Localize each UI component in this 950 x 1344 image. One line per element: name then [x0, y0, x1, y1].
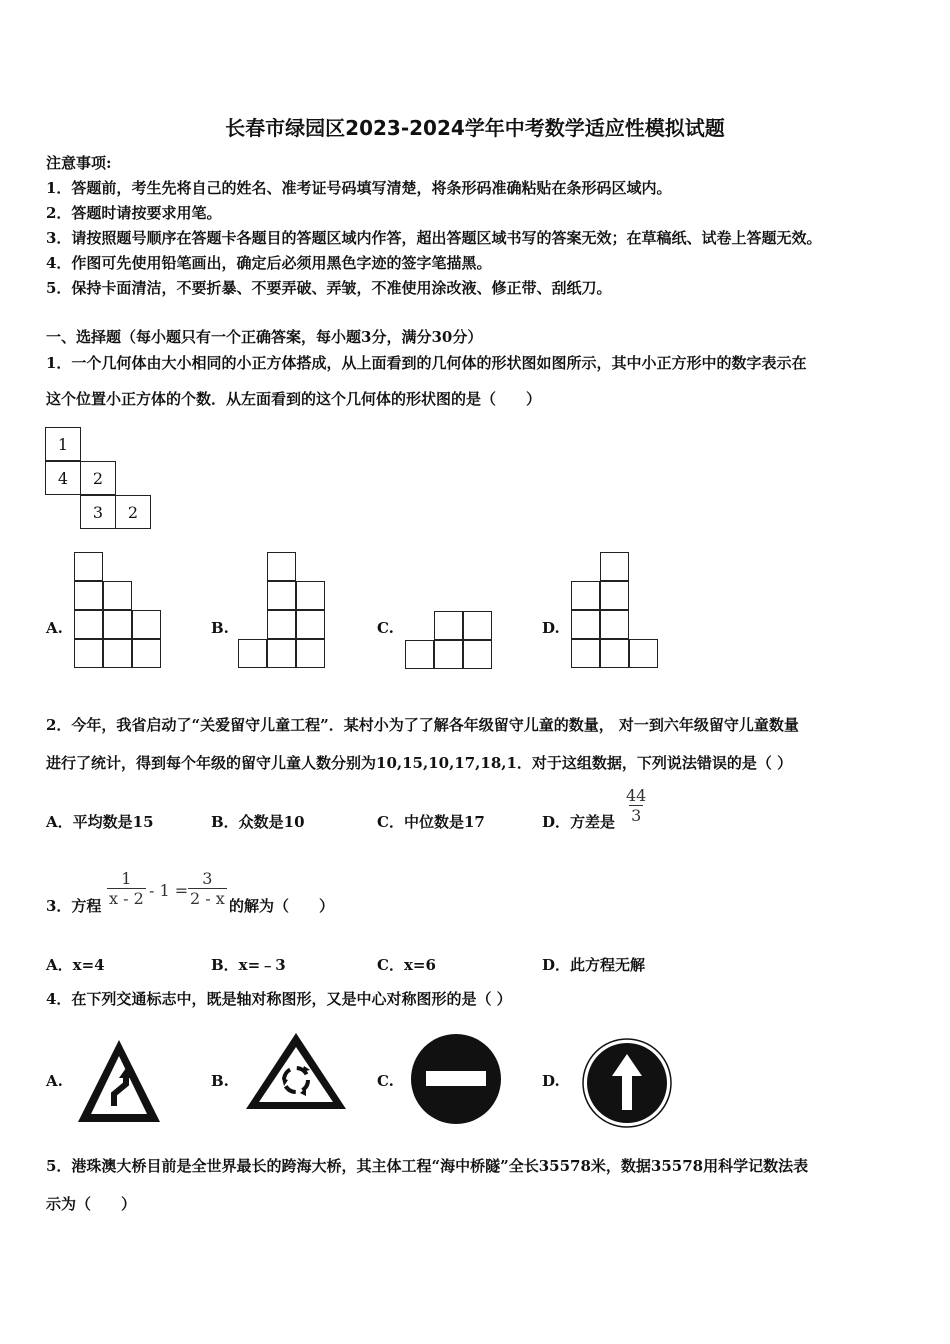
option-d: D．此方程无解	[542, 956, 646, 974]
option-c-label: C.	[377, 619, 394, 637]
question-3-prefix: 3．方程	[46, 897, 102, 915]
equation-middle: - 1 =	[149, 881, 189, 900]
question-3-suffix: 的解为（ ）	[229, 897, 335, 915]
option-c: C．中位数是17	[377, 813, 485, 831]
top-view-grid	[45, 427, 155, 535]
question-5-text: 示为（ ）	[46, 1195, 137, 1213]
grid-cell: 2	[115, 495, 151, 529]
fraction-numerator: 1	[121, 869, 132, 888]
fraction-denominator: x - 2	[109, 889, 144, 908]
option-d-figure	[571, 552, 661, 672]
grid-cell: 4	[45, 461, 81, 495]
option-b-label: B.	[211, 619, 229, 637]
option-c: C．x=6	[377, 956, 436, 974]
section-heading: 一、选择题（每小题只有一个正确答案，每小题3分，满分30分）	[46, 328, 483, 346]
double-bend-sign-icon	[74, 1036, 164, 1128]
straight-ahead-sign-icon	[582, 1038, 672, 1128]
question-4-text: 4．在下列交通标志中，既是轴对称图形，又是中心对称图形的是（ ）	[46, 990, 512, 1008]
notice-item: 2．答题时请按要求用笔。	[46, 204, 222, 222]
fraction-numerator: 3	[202, 869, 213, 888]
fraction-numerator: 44	[626, 786, 647, 805]
fraction	[107, 869, 146, 908]
notice-heading: 注意事项:	[46, 154, 112, 172]
question-5-text: 5．港珠澳大桥目前是全世界最长的跨海大桥，其主体工程“海中桥隧”全长35578米，数据35578用科学记数法表	[46, 1157, 809, 1175]
option-a-figure	[74, 552, 164, 672]
option-d-label: D.	[542, 619, 560, 637]
fraction	[624, 786, 648, 825]
page-title: 长春市绿园区2023-2024学年中考数学适应性模拟试题	[225, 116, 725, 140]
option-c-label: C.	[377, 1072, 394, 1090]
fraction-denominator: 3	[631, 806, 642, 825]
option-a: A．平均数是15	[46, 813, 154, 831]
no-entry-sign-icon	[410, 1033, 502, 1125]
notice-item: 3．请按照题号顺序在答题卡各题目的答题区域内作答，超出答题区域书写的答案无效；在草稿纸、试卷上答题无效。	[46, 229, 822, 247]
grid-cell: 1	[45, 427, 81, 461]
option-d-label: D.	[542, 1072, 560, 1090]
option-b-figure	[238, 552, 328, 672]
option-b-label: B.	[211, 1072, 229, 1090]
option-d: D．方差是	[542, 813, 616, 831]
option-a: A．x=4	[46, 956, 105, 974]
question-1-text: 1．一个几何体由大小相同的小正方体搭成，从上面看到的几何体的形状图如图所示，其中小正方形中的数字表示在	[46, 354, 807, 372]
option-b: B．众数是10	[211, 813, 305, 831]
fraction	[188, 869, 227, 908]
notice-item: 5．保持卡面清洁，不要折暴、不要弄破、弄皱，不准使用涂改液、修正带、刮纸刀。	[46, 279, 612, 297]
notice-item: 4．作图可先使用铅笔画出，确定后必须用黑色字迹的签字笔描黑。	[46, 254, 492, 272]
fraction-denominator: 2 - x	[190, 889, 225, 908]
option-b: B．x=﹣3	[211, 956, 286, 974]
grid-cell: 2	[80, 461, 116, 495]
question-2-text: 进行了统计，得到每个年级的留守儿童人数分别为10,15,10,17,18,1．对于这组数据，下列说法错误的是（ ）	[46, 754, 793, 772]
roundabout-sign-icon	[242, 1030, 350, 1112]
grid-cell: 3	[80, 495, 116, 529]
notice-item: 1．答题前，考生先将自己的姓名、准考证号码填写清楚，将条形码准确粘贴在条形码区域内。	[46, 179, 672, 197]
option-a-label: A.	[46, 619, 63, 637]
option-a-label: A.	[46, 1072, 63, 1090]
option-c-figure	[405, 611, 495, 672]
question-1-text: 这个位置小正方体的个数．从左面看到的这个几何体的形状图的是（ ）	[46, 390, 542, 408]
question-2-text: 2．今年，我省启动了“关爱留守儿童工程”．某村小为了了解各年级留守儿童的数量， 对一到六年级留守儿童数量	[46, 716, 799, 734]
